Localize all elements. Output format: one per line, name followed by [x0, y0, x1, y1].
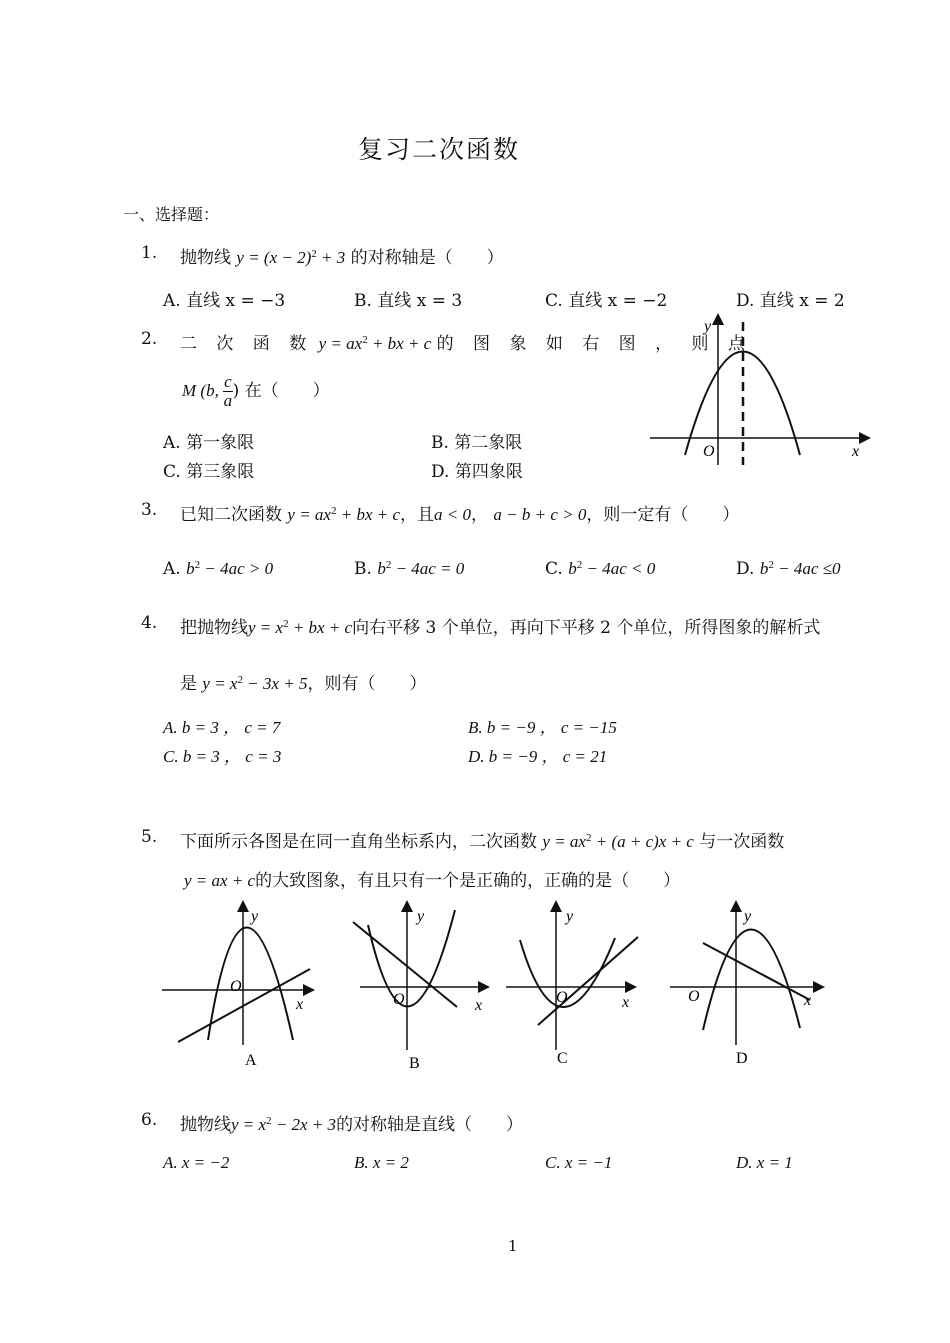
q1-stem-b: 的对称轴是（ ）	[350, 248, 504, 268]
svg-text:y: y	[251, 908, 259, 925]
q5-number: 5.	[141, 827, 158, 847]
q1-option-b: B. 直线 x = 3	[354, 291, 463, 311]
q1-stem-a: 抛物线	[180, 248, 231, 268]
q1-formula: $y = (x - 2)^2 + 3$	[236, 248, 346, 267]
section-heading: 一、选择题：	[123, 205, 220, 224]
svg-text:A: A	[245, 1052, 257, 1069]
svg-text:y: y	[566, 908, 574, 925]
q2-stem-b: 的 图 象 如 右 图 ， 则 点	[436, 334, 752, 354]
q6-formula: $y = x^2 - 2x + 3$	[231, 1115, 337, 1134]
q5-graph-c	[506, 903, 638, 1067]
q2-formula: $y = ax^2$ + bx + c	[318, 334, 432, 353]
q2-x-label: x	[852, 443, 860, 460]
q1-stem	[180, 243, 504, 268]
svg-text:y: y	[744, 908, 752, 925]
q4-stem-line2: 是 $y = x^2 - 3x + 5$，则有（ ）	[180, 674, 427, 694]
svg-text:C: C	[557, 1050, 568, 1067]
q4-option-d: D. b = −9 ， c = 21	[468, 747, 608, 766]
q1-option-d: D. 直线 x = 2	[736, 291, 845, 311]
q2-option-b: B. 第二象限	[431, 433, 523, 453]
q4-option-c: C. b = 3 ， c = 3	[163, 747, 282, 766]
svg-text:x: x	[475, 997, 483, 1014]
q2-option-a: A. 第一象限	[163, 433, 255, 453]
q3-stem: 已知二次函数 $y = ax^2$ + bx + c，且a < 0， a − b + c > 0，则一定有（ ）	[180, 505, 740, 525]
page-title: 复习二次函数	[358, 135, 521, 164]
svg-text:O: O	[556, 989, 568, 1006]
q6-option-d: D. x = 1	[736, 1153, 793, 1172]
q2-fraction: $\frac{c}{a}$	[223, 372, 233, 410]
svg-text:x: x	[804, 992, 812, 1009]
page-number: 1	[508, 1237, 518, 1255]
svg-text:O: O	[230, 978, 242, 995]
q4-number: 4.	[141, 613, 158, 633]
q5-stem: 下面所示各图是在同一直角坐标系内，二次函数 $y = ax^2 + (a + c)x + c$ 与一次函数	[180, 832, 785, 852]
q2-option-c: C. 第三象限	[163, 462, 255, 482]
q6-stem: 抛物线$y = x^2 - 2x + 3$的对称轴是直线（ ）	[180, 1115, 524, 1135]
q2-option-d: D. 第四象限	[431, 462, 523, 482]
q3-condition-1: a < 0	[434, 505, 471, 524]
q3-condition-2: a − b + c > 0	[493, 505, 587, 524]
q2-y-label: y	[704, 318, 712, 335]
q2-point: M (b, $\frac{c}{a}$ ) 在（ ）	[182, 372, 330, 410]
q3-formula: $y = ax^2$ + bx + c	[287, 505, 401, 524]
q5-formula: $y = ax^2 + (a + c)x + c$	[542, 832, 694, 851]
q2-parabola-graph	[640, 310, 875, 475]
q4-stem: 把抛物线$y = x^2$ + bx + c向右平移 3 个单位，再向下平移 2 个单位，所得图象的解析式	[180, 618, 821, 638]
q5-graphs	[150, 895, 830, 1075]
svg-text:x: x	[296, 996, 304, 1013]
q4-option-a: A. b = 3 ， c = 7	[163, 718, 281, 737]
q1-option-a: A. 直线 x = −3	[163, 291, 286, 311]
q5-graph-b	[353, 903, 487, 1072]
q6-option-a: A. x = −2	[163, 1153, 230, 1172]
q5-stem-line2: y = ax + c的大致图象，有且只有一个是正确的，正确的是（ ）	[184, 871, 681, 891]
svg-text:O: O	[688, 988, 700, 1005]
q3-option-b: B. $b^2 - 4ac = 0$	[354, 559, 465, 579]
q1-option-c: C. 直线 x = −2	[545, 291, 668, 311]
q6-option-c: C. x = −1	[545, 1153, 613, 1172]
svg-text:y: y	[417, 908, 425, 925]
q2-number: 2.	[141, 329, 158, 349]
svg-text:x: x	[622, 994, 630, 1011]
q4-formula: $y = x^2$ + bx + c	[248, 618, 353, 637]
q1-number: 1.	[141, 243, 158, 263]
q3-option-a: A. $b^2 - 4ac > 0$	[163, 559, 274, 579]
q6-option-b: B. x = 2	[354, 1153, 409, 1172]
q6-number: 6.	[141, 1110, 158, 1130]
q3-number: 3.	[141, 500, 158, 520]
q5-graph-d	[670, 903, 822, 1067]
q4-option-b: B. b = −9 ， c = −15	[468, 718, 617, 737]
q5-graph-a	[162, 903, 312, 1069]
svg-text:D: D	[736, 1050, 748, 1067]
q3-option-d: D. $b^2 - 4ac \le 0$	[736, 559, 841, 579]
svg-text:O: O	[393, 991, 405, 1008]
q2-stem-a: 二 次 函 数	[180, 334, 314, 354]
q3-option-c: C. $b^2 - 4ac < 0$	[545, 559, 656, 579]
svg-text:B: B	[409, 1055, 420, 1072]
q2-origin-label: O	[703, 443, 715, 460]
